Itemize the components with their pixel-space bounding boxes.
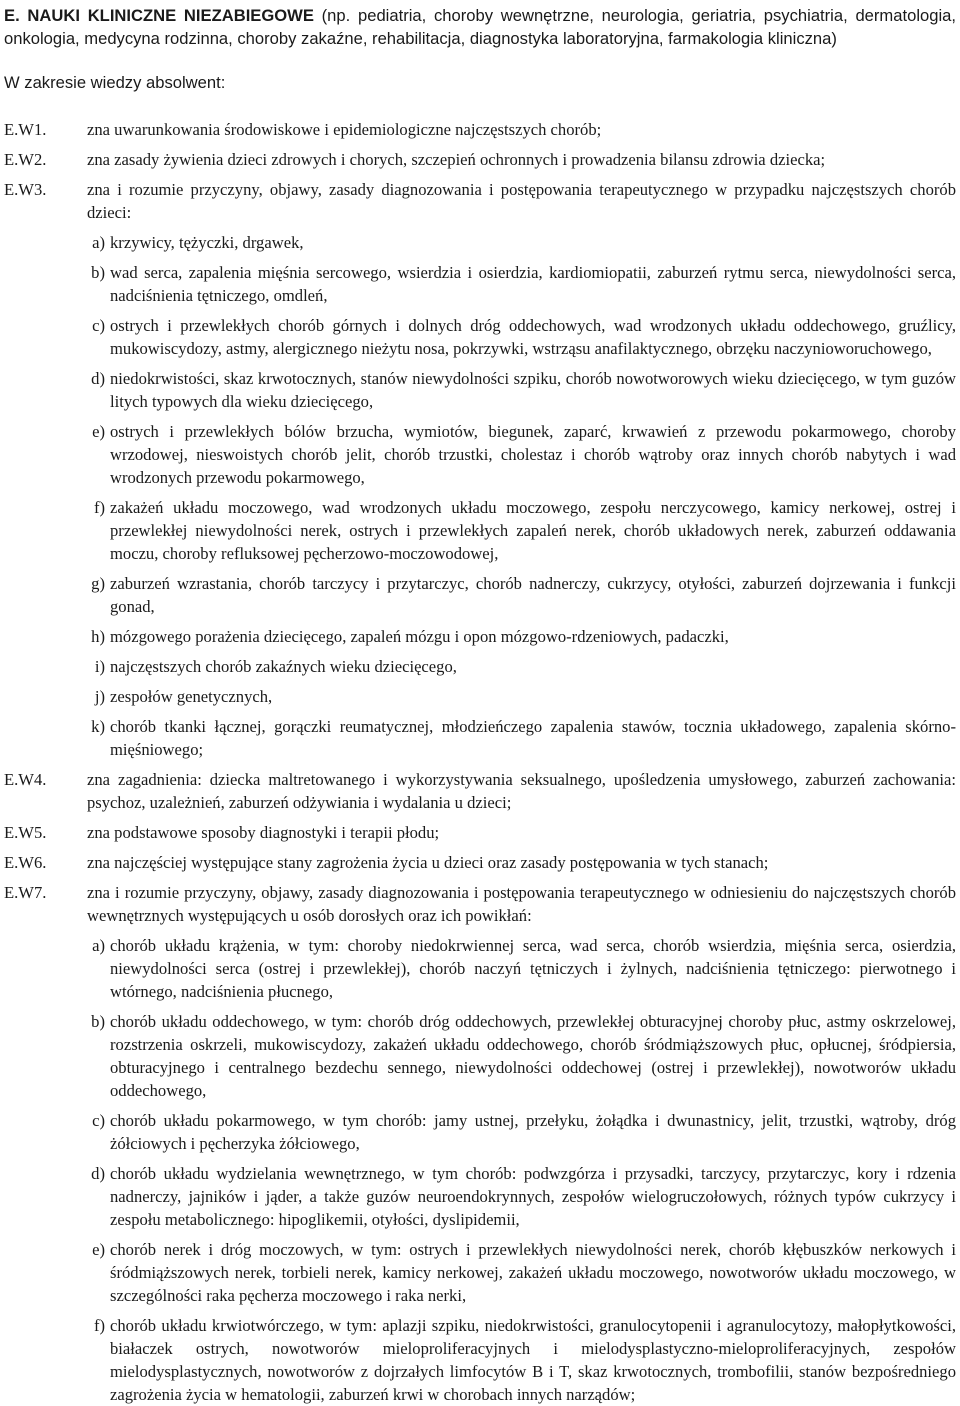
outcome-text: zna i rozumie przyczyny, objawy, zasady diagnozowania i postępowania terapeutycznego w odniesieniu do najczęstszych chorób wewnętrznych występujących u osób dorosłych oraz ich powikłań: <box>87 883 956 925</box>
outcome-text: zna podstawowe sposoby diagnostyki i terapii płodu; <box>87 823 440 842</box>
subitem-text: chorób układu wydzielania wewnętrznego, w tym chorób: podwzgórza i przysadki, tarczycy, przytarczyc, kory i rdzenia nadnerczy, jajników i jąder, a także guzów neuroendokrynnych, zespołów wielogruczołowych, różnych typów cukrzycy i zespołu metabolicznego: hipoglikemii, otyłości, dyslipidemii, <box>110 1164 956 1229</box>
outcome-code: E.W3. <box>4 180 47 199</box>
outcome-body <box>87 148 956 171</box>
subitem-text: chorób układu pokarmowego, w tym chorób: jamy ustnej, przełyku, żołądka i dwunastnicy, jelit, trzustki, wątroby, dróg żółciowych i pęcherzyka żółciowego, <box>110 1111 956 1153</box>
subitem-letter: f) <box>93 1316 105 1335</box>
outcome-code: E.W5. <box>4 823 47 842</box>
section-heading <box>4 4 956 50</box>
outcome-subitem <box>87 1162 956 1231</box>
outcome-code: E.W1. <box>4 120 47 139</box>
outcome-text: zna i rozumie przyczyny, objawy, zasady diagnozowania i postępowania terapeutycznego w przypadku najczęstszych chorób dzieci: <box>87 180 956 222</box>
subitem-letter: a) <box>92 936 105 955</box>
subitem-letter: b) <box>91 1012 105 1031</box>
outcome-subitem <box>87 231 956 254</box>
outcome-code: E.W6. <box>4 853 47 872</box>
outcome-subitem <box>87 1314 956 1406</box>
outcome-subitem <box>87 420 956 489</box>
learning-outcome <box>4 178 956 761</box>
outcome-body <box>87 851 956 874</box>
subitem-text: wad serca, zapalenia mięśnia sercowego, wsierdzia i osierdzia, kardiomiopatii, zaburzeń rytmu serca, niewydolności serca, nadciśnienia tętniczego, omdleń, <box>110 263 956 305</box>
outcome-subitem <box>87 1010 956 1102</box>
scope-intro: W zakresie wiedzy absolwent: <box>4 73 226 92</box>
outcome-subitem <box>87 314 956 360</box>
outcome-text: zna najczęściej występujące stany zagrożenia życia u dzieci oraz zasady postępowania w tych stanach; <box>87 853 769 872</box>
subitem-letter: e) <box>92 422 105 441</box>
learning-outcome <box>4 821 956 844</box>
subitem-letter: e) <box>92 1240 105 1259</box>
subitem-text: zespołów genetycznych, <box>110 687 273 706</box>
outcome-code: E.W2. <box>4 150 47 169</box>
outcome-text: zna zagadnienia: dziecka maltretowanego i wykorzystywania seksualnego, upośledzenia umysłowego, zaburzeń zachowania: psychoz, uzależnień, zaburzeń odżywiania i wydalania u dzieci; <box>87 770 956 812</box>
subitem-text: chorób układu krwiotwórczego, w tym: aplazji szpiku, niedokrwistości, granulocytopenii i agranulocytozy, małopłytkowości, białaczek ostrych, nowotworów mieloproliferacyjnych i mielodysplastyczno-mieloproliferacyjnych, zespołów mielodysplastycznych, nowotworów z dojrzałych limfocytów B i T, skaz krwotocznych, trombofilii, stanów bezpośredniego zagrożenia życia w hematologii, zaburzeń krwi w chorobach innych narządów; <box>110 1316 956 1404</box>
subitem-text: zaburzeń wzrastania, chorób tarczycy i przytarczyc, chorób nadnerczy, cukrzycy, otyłości, zaburzeń dojrzewania i funkcji gonad, <box>110 574 956 616</box>
subitem-text: chorób tkanki łącznej, gorączki reumatycznej, młodzieńczego zapalenia stawów, tocznia układowego, zapalenia skórno-mięśniowego; <box>110 717 956 759</box>
subitem-letter: b) <box>91 263 105 282</box>
section-heading-description: (np. pediatria, choroby wewnętrzne, neurologia, geriatria, psychiatria, dermatologia, onkologia, medycyna rodzinna, choroby zakaźne, rehabilitacja, diagnostyka laboratoryjna, farmakologia kliniczna) <box>4 6 956 48</box>
learning-outcome <box>4 148 956 171</box>
subitem-text: chorób nerek i dróg moczowych, w tym: ostrych i przewlekłych niewydolności nerek, chorób kłębuszków nerkowych i śródmiąższowych nerek, torbieli nerek, kamicy nerkowej, zakażeń układu moczowego, nowotworów układu moczowego, w szczególności raka pęcherza moczowego i raka nerki, <box>110 1240 956 1305</box>
subitem-text: ostrych i przewlekłych chorób górnych i dolnych dróg oddechowych, wad wrodzonych układu oddechowego, gruźlicy, mukowiscydozy, astmy, alergicznego nieżytu nosa, pokrzywki, wstrząsu anafilaktycznego, obrzęku naczynioworuchowego, <box>110 316 956 358</box>
subitem-text: zakażeń układu moczowego, wad wrodzonych układu moczowego, zespołu nerczycowego, kamicy nerkowej, ostrej i przewlekłej niewydolności nerek, ostrych i przewlekłych zapaleń nerek, chorób układowych nerek, zaburzeń oddawania moczu, choroby refluksowej pęcherzowo-moczowodowej, <box>110 498 956 563</box>
outcome-subitem <box>87 685 956 708</box>
subitem-letter: f) <box>93 498 105 517</box>
subitem-text: chorób układu krążenia, w tym: choroby niedokrwiennej serca, wad serca, chorób wsierdzia, mięśnia serca, osierdzia, niewydolności serca (ostrej i przewlekłej), chorób naczyń tętniczych i żylnych, nadciśnienia tętniczego: pierwotnego i wtórnego, nadciśnienia płucnego, <box>110 936 956 1001</box>
outcome-body <box>87 768 956 814</box>
learning-outcomes-list <box>4 118 956 1406</box>
outcome-subitem <box>87 1109 956 1155</box>
learning-outcome <box>4 881 956 1406</box>
subitem-text: mózgowego porażenia dziecięcego, zapaleń mózgu i opon mózgowo-rdzeniowych, padaczki, <box>110 627 729 646</box>
outcome-subitem <box>87 715 956 761</box>
outcome-body <box>87 178 956 761</box>
subitem-text: chorób układu oddechowego, w tym: chorób dróg oddechowych, przewlekłej obturacyjnej choroby płuc, astmy oskrzelowej, rozstrzenia oskrzeli, mukowiscydozy, zakażeń układu oddechowego, chorób śródmiąższowych płuc, opłucnej, śródpiersia, obturacyjnego i centralnego bezdechu sennego, niewydolności oddechowej (ostrej i przewlekłej), nowotworów układu oddechowego, <box>110 1012 956 1100</box>
learning-outcome <box>4 118 956 141</box>
subitem-letter: k) <box>91 717 105 736</box>
outcome-subitem <box>87 261 956 307</box>
outcome-subitem <box>87 367 956 413</box>
outcome-subitem <box>87 934 956 1003</box>
subitem-text: ostrych i przewlekłych bólów brzucha, wymiotów, biegunek, zaparć, krwawień z przewodu pokarmowego, choroby wrzodowej, nieswoistych chorób jelit, chorób trzustki, cholestaz i chorób wątroby oraz innych chorób nabytych i wad wrodzonych przewodu pokarmowego, <box>110 422 956 487</box>
learning-outcome <box>4 768 956 814</box>
outcome-body <box>87 821 956 844</box>
subitem-letter: c) <box>92 316 105 335</box>
subitem-letter: a) <box>92 233 105 252</box>
outcome-code: E.W7. <box>4 883 47 902</box>
outcome-subitem <box>87 496 956 565</box>
subitem-letter: j) <box>94 687 105 706</box>
subitem-letter: c) <box>92 1111 105 1130</box>
subitem-text: najczęstszych chorób zakaźnych wieku dziecięcego, <box>110 657 457 676</box>
outcome-body <box>87 881 956 1406</box>
outcome-subitem <box>87 1238 956 1307</box>
outcome-code: E.W4. <box>4 770 47 789</box>
subitem-text: niedokrwistości, skaz krwotocznych, stanów niewydolności szpiku, chorób nowotworowych wieku dziecięcego, w tym guzów litych typowych dla wieku dziecięcego, <box>110 369 956 411</box>
subitem-letter: i) <box>94 657 105 676</box>
section-heading-bold: E. NAUKI KLINICZNE NIEZABIEGOWE <box>4 6 314 25</box>
outcome-subitem <box>87 625 956 648</box>
outcome-body <box>87 118 956 141</box>
outcome-text: zna uwarunkowania środowiskowe i epidemiologiczne najczęstszych chorób; <box>87 120 602 139</box>
subitem-text: krzywicy, tężyczki, drgawek, <box>110 233 304 252</box>
subitem-letter: g) <box>91 574 105 593</box>
subitem-letter: d) <box>91 1164 105 1183</box>
outcome-text: zna zasady żywienia dzieci zdrowych i chorych, szczepień ochronnych i prowadzenia bilansu zdrowia dziecka; <box>87 150 826 169</box>
learning-outcome <box>4 851 956 874</box>
outcome-subitem <box>87 572 956 618</box>
subitem-letter: d) <box>91 369 105 388</box>
subitem-letter: h) <box>91 627 105 646</box>
outcome-subitem <box>87 655 956 678</box>
